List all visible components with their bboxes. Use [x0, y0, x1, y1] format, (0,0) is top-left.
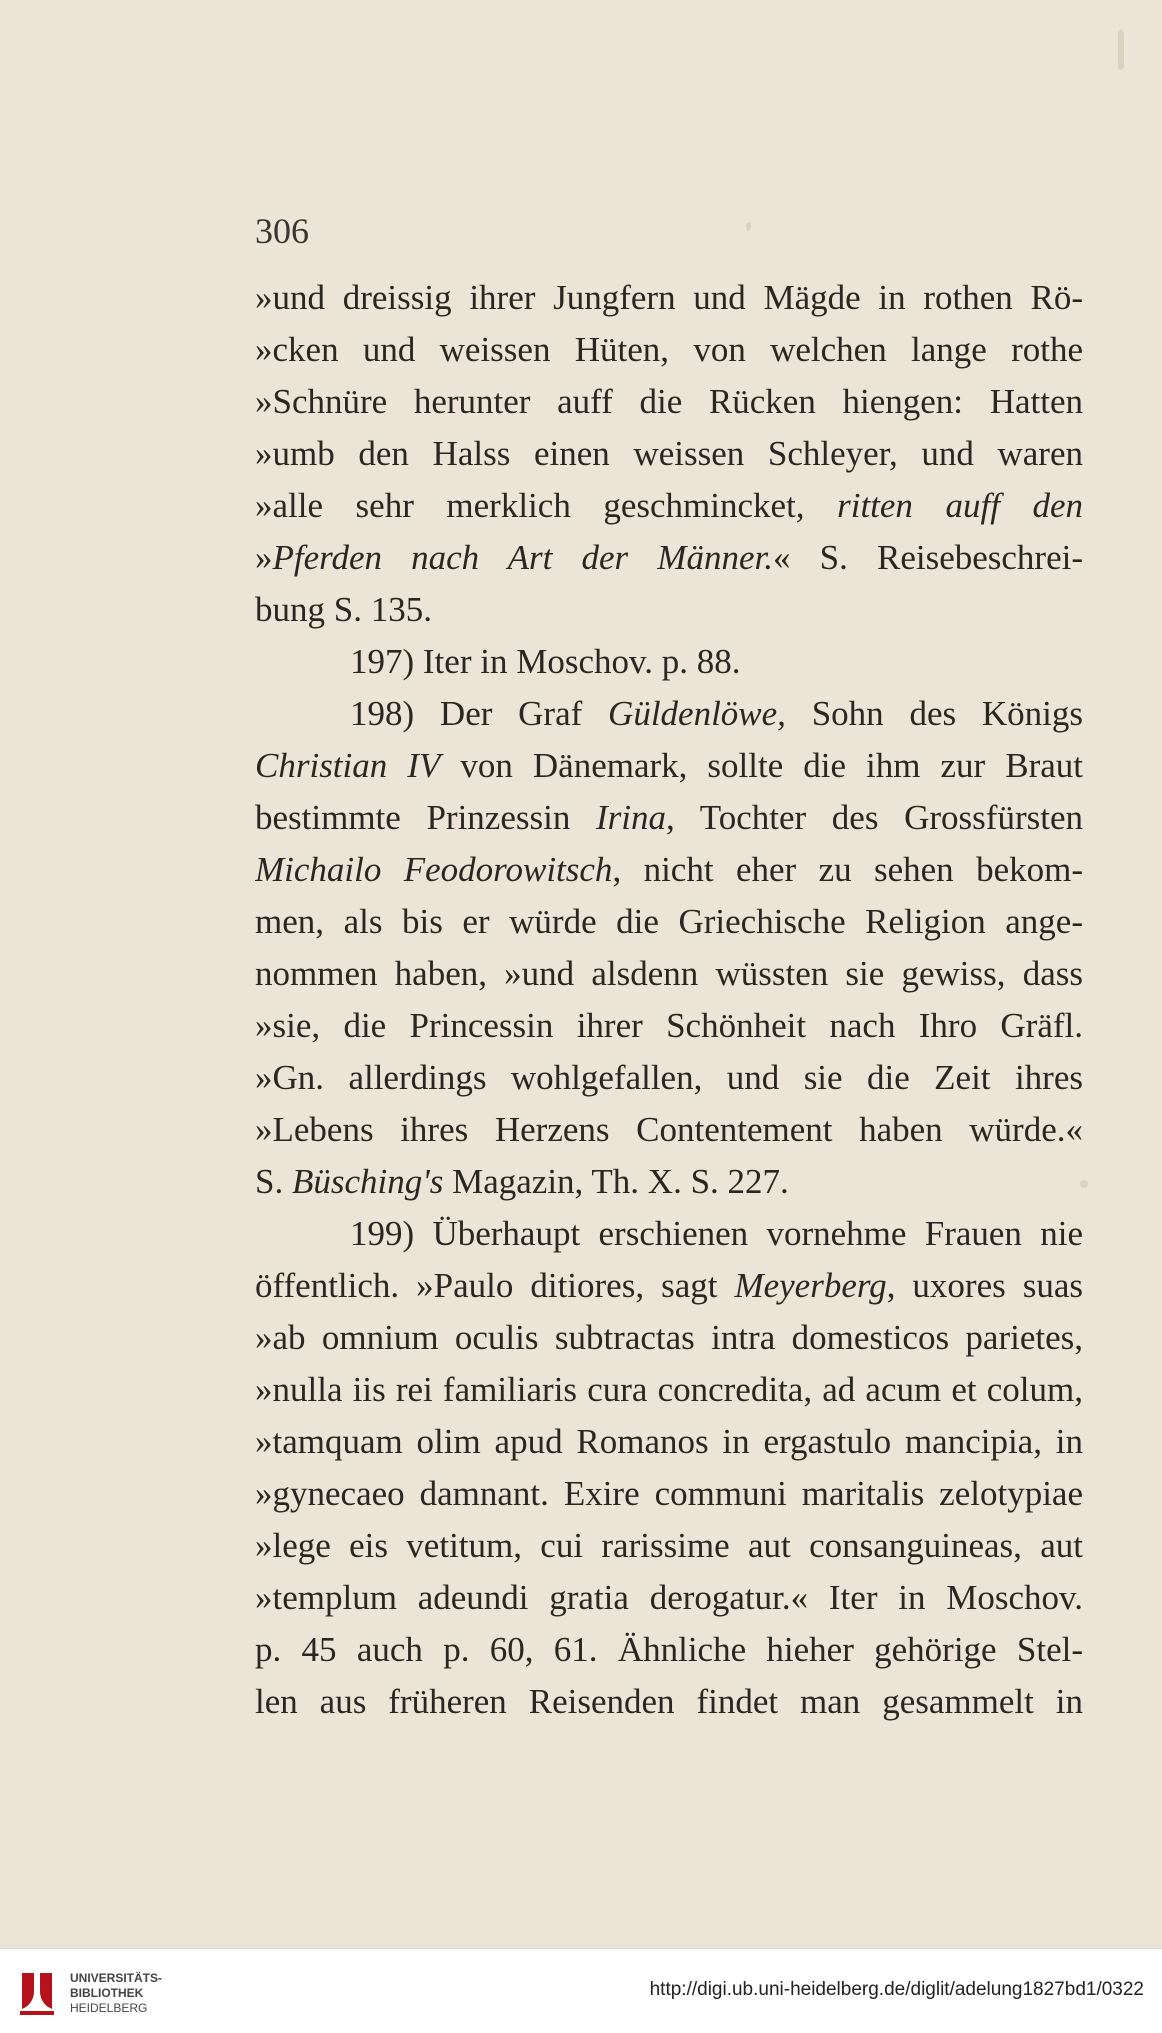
text-segment: « S. Reisebeschrei- — [773, 538, 1083, 577]
text-segment: »tamquam olim apud Romanos in ergastulo mancipia, in — [255, 1422, 1083, 1461]
text-line — [255, 792, 1083, 844]
italic-text: Büsching's — [291, 1162, 444, 1201]
text-line — [255, 1624, 1083, 1676]
text-line — [255, 1000, 1083, 1052]
text-segment: , uxores suas — [886, 1266, 1083, 1305]
text-segment: »alle sehr merklich geschmincket, — [255, 486, 838, 525]
text-line — [255, 688, 1083, 740]
text-line — [255, 272, 1083, 324]
library-seal-icon — [14, 1967, 60, 2019]
text-segment: »lege eis vetitum, cui rarissime aut consanguineas, aut — [255, 1526, 1083, 1565]
library-name-line: UNIVERSITÄTS- — [70, 1971, 163, 1985]
italic-text: Güldenlöwe, — [608, 694, 786, 733]
library-logo — [14, 1967, 214, 2021]
text-segment: »umb den Halss einen weissen Schleyer, und waren — [255, 434, 1083, 473]
text-segment: S. — [255, 1162, 292, 1201]
italic-text: ritten auff den — [837, 486, 1083, 525]
text-line — [255, 324, 1083, 376]
text-line — [255, 1312, 1083, 1364]
text-segment: »Lebens ihres Herzens Contentement haben würde.« — [255, 1110, 1083, 1149]
text-segment: 198) Der Graf — [350, 694, 609, 733]
text-line — [255, 1104, 1083, 1156]
text-line — [255, 1572, 1083, 1624]
text-segment: 199) Überhaupt erschienen vornehme Frauen nie — [350, 1214, 1083, 1253]
text-segment: p. 45 auch p. 60, 61. Ähnliche hieher gehörige Stel- — [255, 1630, 1083, 1669]
library-name-line: BIBLIOTHEK — [70, 1986, 144, 2000]
page-number: 306 — [255, 211, 309, 251]
text-line — [255, 532, 1083, 584]
text-segment: men, als bis er würde die Griechische Religion ange- — [255, 902, 1083, 941]
text-line — [255, 948, 1083, 1000]
text-segment: bung S. 135. — [255, 590, 432, 629]
text-segment: » — [255, 538, 273, 577]
text-line — [255, 740, 1083, 792]
text-segment: von Dänemark, sollte die ihm zur Braut — [440, 746, 1083, 785]
text-segment: »sie, die Princessin ihrer Schönheit nach Ihro Gräfl. — [255, 1006, 1083, 1045]
paper-stain — [746, 222, 751, 231]
text-line — [255, 1052, 1083, 1104]
text-line — [255, 1156, 1083, 1208]
text-line — [255, 896, 1083, 948]
text-line — [255, 1676, 1083, 1728]
text-line — [255, 1520, 1083, 1572]
text-segment: »gynecaeo damnant. Exire communi maritalis zelotypiae — [255, 1474, 1083, 1513]
text-segment: bestimmte Prinzessin — [255, 798, 596, 837]
italic-text: Meyerberg — [734, 1266, 887, 1305]
library-name — [70, 1971, 162, 2016]
text-line — [255, 636, 1083, 688]
text-segment: »nulla iis rei familiaris cura concredita, ad acum et colum, — [255, 1370, 1083, 1409]
text-segment: 197) Iter in Moschov. p. 88. — [350, 642, 741, 681]
text-segment: »Schnüre herunter auff die Rücken hiengen: Hatten — [255, 382, 1083, 421]
text-segment: »cken und weissen Hüten, von welchen lange rothe — [255, 330, 1083, 369]
text-segment: »templum adeundi gratia derogatur.« Iter in Moschov. — [255, 1578, 1083, 1617]
body-text — [255, 272, 1083, 1728]
source-url-link[interactable]: http://digi.ub.uni-heidelberg.de/diglit/adelung1827bd1/0322 — [649, 1979, 1144, 2000]
footer-bar — [0, 1948, 1162, 2033]
text-line — [255, 428, 1083, 480]
text-line — [255, 376, 1083, 428]
text-line — [255, 1208, 1083, 1260]
italic-text: Irina — [596, 798, 666, 837]
text-line — [255, 480, 1083, 532]
italic-text: Pferden nach Art der Männer. — [272, 538, 773, 577]
italic-text: Michailo Feodorowitsch — [255, 850, 613, 889]
text-segment: »und dreissig ihrer Jungfern und Mägde in rothen Rö- — [255, 278, 1083, 317]
text-line — [255, 1416, 1083, 1468]
paper-stain — [1118, 30, 1124, 70]
text-segment: len aus früheren Reisenden findet man gesammelt in — [255, 1682, 1083, 1721]
text-segment: Magazin, Th. X. S. 227. — [443, 1162, 789, 1201]
text-line — [255, 584, 1083, 636]
text-line — [255, 1260, 1083, 1312]
text-segment: öffentlich. »Paulo ditiores, sagt — [255, 1266, 735, 1305]
text-line — [255, 1364, 1083, 1416]
text-segment: , nicht eher zu sehen bekom- — [612, 850, 1083, 889]
text-segment: nommen haben, »und alsdenn wüssten sie gewiss, dass — [255, 954, 1083, 993]
text-segment: »Gn. allerdings wohlgefallen, und sie die Zeit ihres — [255, 1058, 1083, 1097]
text-line — [255, 844, 1083, 896]
library-city: HEIDELBERG — [70, 2001, 148, 2015]
text-line — [255, 1468, 1083, 1520]
text-segment: Sohn des Königs — [785, 694, 1083, 733]
italic-text: Christian IV — [255, 746, 441, 785]
text-segment: , Tochter des Grossfürsten — [666, 798, 1083, 837]
text-segment: »ab omnium oculis subtractas intra domesticos parietes, — [255, 1318, 1083, 1357]
